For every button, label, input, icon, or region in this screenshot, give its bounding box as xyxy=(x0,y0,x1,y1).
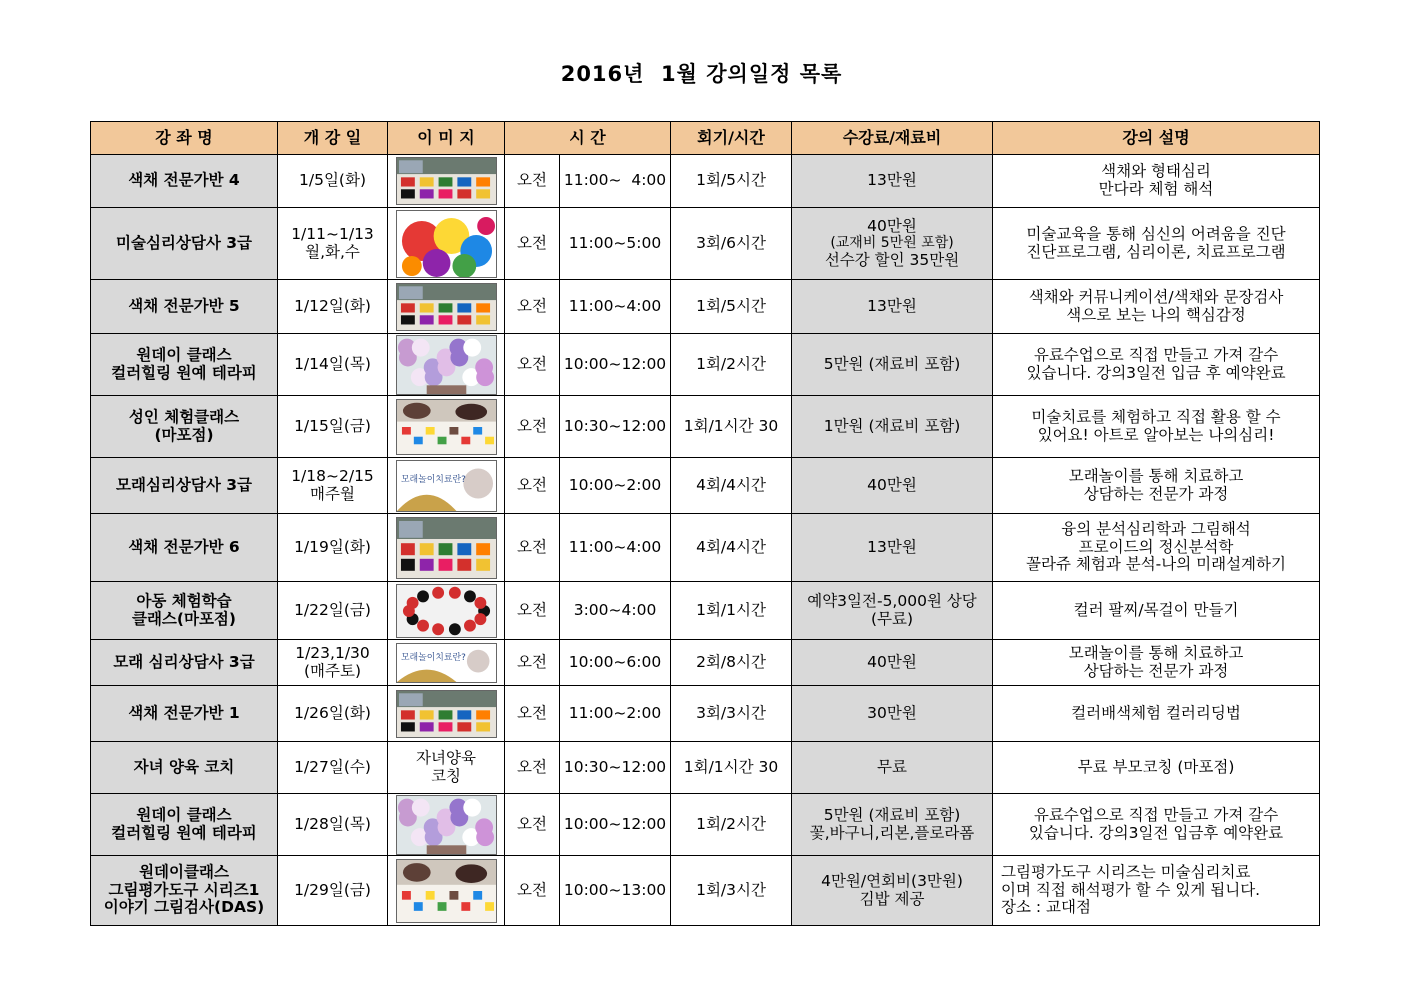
course-name-line: 컬러힐링 원예 테라피 xyxy=(111,823,257,842)
course-name-line: 색채 전문가반 1 xyxy=(128,703,240,722)
course-name-line: 자녀 양육 코치 xyxy=(133,757,235,776)
start-date-line: 1/19일(화) xyxy=(294,537,371,556)
session-cell: 1회/5시간 xyxy=(671,155,792,208)
course-name-cell xyxy=(91,280,278,334)
flowers-photo xyxy=(396,795,497,855)
lecture-schedule-table xyxy=(90,121,1320,926)
description-cell xyxy=(993,582,1320,640)
course-name-cell xyxy=(91,208,278,280)
start-date-cell xyxy=(278,856,388,926)
fee-cell xyxy=(792,280,993,334)
course-name-cell xyxy=(91,794,278,856)
session-cell: 1회/5시간 xyxy=(671,280,792,334)
time-cell: 11:00~4:00 xyxy=(560,514,671,582)
start-date-cell xyxy=(278,794,388,856)
fee-line: 40만원 xyxy=(867,652,917,671)
description-line: 무료 부모코칭 (마포점) xyxy=(1077,757,1235,776)
course-name-cell xyxy=(91,686,278,742)
course-name-line: 색채 전문가반 6 xyxy=(128,537,240,556)
description-line: 색채와 형태심리 xyxy=(1101,162,1211,181)
fee-cell xyxy=(792,458,993,514)
course-name-cell xyxy=(91,742,278,794)
session-cell: 4회/4시간 xyxy=(671,458,792,514)
color-test-photo xyxy=(396,690,497,738)
ampm-cell: 오전 xyxy=(505,396,560,458)
start-date-cell xyxy=(278,155,388,208)
page-title: 2016년 1월 강의일정 목록 xyxy=(560,62,843,86)
start-date-cell xyxy=(278,208,388,280)
course-name-cell xyxy=(91,514,278,582)
table-row xyxy=(91,280,1320,334)
image-cell xyxy=(388,856,505,926)
color-test-photo xyxy=(396,517,497,579)
start-date-line: 1/27일(수) xyxy=(294,757,371,776)
start-date-line: 1/12일(화) xyxy=(294,296,371,315)
description-line: 만다라 체험 해석 xyxy=(1098,180,1214,198)
description-line: 색으로 보는 나의 핵심감정 xyxy=(1066,305,1246,324)
table-row xyxy=(91,640,1320,686)
description-line: 진단프로그램, 심리이론, 치료프로그램 xyxy=(1026,242,1286,261)
ampm-cell: 오전 xyxy=(505,514,560,582)
course-name-cell xyxy=(91,856,278,926)
start-date-cell xyxy=(278,686,388,742)
fee-line: 13만원 xyxy=(867,537,917,556)
fee-cell xyxy=(792,155,993,208)
description-cell xyxy=(993,208,1320,280)
ampm-cell: 오전 xyxy=(505,686,560,742)
description-line: 유료수업으로 직접 만들고 가져 갈수 xyxy=(1033,345,1279,364)
fee-cell xyxy=(792,640,993,686)
fee-line: 4만원/연회비(3만원) xyxy=(821,871,963,890)
image-cell xyxy=(388,794,505,856)
table-row xyxy=(91,334,1320,396)
description-line: 컬러 팔찌/목걸이 만들기 xyxy=(1073,600,1239,619)
time-cell: 11:00~5:00 xyxy=(560,208,671,280)
course-name-cell xyxy=(91,155,278,208)
fee-cell xyxy=(792,686,993,742)
course-name-line: 색채 전문가반 5 xyxy=(128,296,240,315)
description-line: 프로이드의 정신분석학 xyxy=(1078,537,1234,556)
course-name-cell xyxy=(91,582,278,640)
start-date-cell xyxy=(278,640,388,686)
image-text-line: 코칭 xyxy=(431,766,461,785)
session-cell: 4회/4시간 xyxy=(671,514,792,582)
image-cell xyxy=(388,514,505,582)
session-cell: 3회/6시간 xyxy=(671,208,792,280)
mandala-photo xyxy=(396,210,497,278)
header-fee: 수강료/재료비 xyxy=(792,122,993,155)
start-date-line: 1/23,1/30 xyxy=(295,643,370,662)
time-cell: 10:00~2:00 xyxy=(560,458,671,514)
session-cell: 1회/1시간 30 xyxy=(671,396,792,458)
image-cell xyxy=(388,155,505,208)
time-cell: 3:00~4:00 xyxy=(560,582,671,640)
fee-line: 무료 xyxy=(877,757,907,776)
fee-cell xyxy=(792,794,993,856)
fee-cell xyxy=(792,582,993,640)
header-time: 시 간 xyxy=(505,122,671,155)
fee-line: (무료) xyxy=(870,609,914,628)
course-name-cell xyxy=(91,334,278,396)
fee-line: 1만원 (재료비 포함) xyxy=(823,416,961,435)
start-date-line: 1/29일(금) xyxy=(294,880,371,899)
start-date-line: 1/14일(목) xyxy=(294,354,371,373)
session-cell: 2회/8시간 xyxy=(671,640,792,686)
fee-cell xyxy=(792,334,993,396)
course-name-line: 클래스(마포점) xyxy=(131,609,236,628)
description-line: 유료수업으로 직접 만들고 가져 갈수 xyxy=(1033,805,1279,824)
time-cell: 10:00~12:00 xyxy=(560,334,671,396)
bracelet-photo xyxy=(396,584,497,638)
image-cell xyxy=(388,208,505,280)
description-line: 장소 : 교대점 xyxy=(1001,898,1091,917)
header-date: 개 강 일 xyxy=(278,122,388,155)
ampm-cell: 오전 xyxy=(505,856,560,926)
start-date-line: 매주월 xyxy=(310,484,355,503)
description-cell xyxy=(993,794,1320,856)
start-date-line: 1/11~1/13 xyxy=(291,224,374,243)
description-cell xyxy=(993,514,1320,582)
description-line: 미술치료를 체험하고 직접 활용 할 수 xyxy=(1031,407,1281,426)
time-cell: 10:00~6:00 xyxy=(560,640,671,686)
description-cell xyxy=(993,334,1320,396)
description-line: 상담하는 전문가 과정 xyxy=(1083,484,1229,503)
fee-line: 13만원 xyxy=(867,296,917,315)
course-name-line: (마포점) xyxy=(154,425,214,444)
table-row xyxy=(91,514,1320,582)
course-name-line: 모래심리상담사 3급 xyxy=(116,475,252,494)
start-date-cell xyxy=(278,458,388,514)
description-cell xyxy=(993,396,1320,458)
ampm-cell: 오전 xyxy=(505,742,560,794)
description-line: 컬러배색체험 컬러리딩법 xyxy=(1071,703,1241,722)
fee-line: 5만원 (재료비 포함) xyxy=(823,354,961,373)
description-line: 융의 분석심리학과 그림해석 xyxy=(1061,519,1251,538)
header-name: 강 좌 명 xyxy=(91,122,278,155)
course-name-line: 미술심리상담사 3급 xyxy=(116,233,252,252)
description-line: 색채와 커뮤니케이션/색채와 문장검사 xyxy=(1028,287,1284,306)
ampm-cell: 오전 xyxy=(505,582,560,640)
image-cell xyxy=(388,640,505,686)
table-body xyxy=(91,155,1320,926)
course-name-line: 컬러힐링 원예 테라피 xyxy=(111,363,257,382)
table-row xyxy=(91,794,1320,856)
session-cell: 1회/2시간 xyxy=(671,794,792,856)
flowers-photo xyxy=(396,335,497,395)
fee-line: 선수강 할인 35만원 xyxy=(824,250,960,269)
description-cell xyxy=(993,640,1320,686)
fee-line: 예약3일전-5,000원 상당 xyxy=(807,591,977,610)
course-name-line: 이야기 그림검사(DAS) xyxy=(103,898,265,917)
sand-photo xyxy=(396,643,497,683)
table-row xyxy=(91,856,1320,926)
ampm-cell: 오전 xyxy=(505,640,560,686)
start-date-cell xyxy=(278,334,388,396)
header-image: 이 미 지 xyxy=(388,122,505,155)
description-line: 모래놀이를 통해 치료하고 xyxy=(1068,466,1244,485)
description-line: 꼴라쥬 체험과 분석-나의 미래설계하기 xyxy=(1026,555,1286,574)
start-date-cell xyxy=(278,742,388,794)
description-line: 있어요! 아트로 알아보는 나의심리! xyxy=(1037,425,1275,444)
start-date-line: 1/28일(목) xyxy=(294,814,371,833)
description-line: 상담하는 전문가 과정 xyxy=(1083,661,1229,680)
ampm-cell: 오전 xyxy=(505,334,560,396)
image-text xyxy=(390,750,502,786)
ampm-cell: 오전 xyxy=(505,155,560,208)
image-cell xyxy=(388,582,505,640)
fee-line: 30만원 xyxy=(867,703,917,722)
time-cell: 10:30~12:00 xyxy=(560,742,671,794)
fee-line: 40만원 xyxy=(867,475,917,494)
table-row xyxy=(91,155,1320,208)
time-cell: 10:00~12:00 xyxy=(560,794,671,856)
course-name-line: 원데이 클래스 xyxy=(136,345,232,364)
fee-line: (교재비 5만원 포함) xyxy=(830,235,954,252)
table-row xyxy=(91,686,1320,742)
session-cell: 1회/1시간 xyxy=(671,582,792,640)
course-name-cell xyxy=(91,396,278,458)
fee-line: 13만원 xyxy=(867,171,917,190)
table-row xyxy=(91,208,1320,280)
description-cell xyxy=(993,280,1320,334)
image-cell xyxy=(388,458,505,514)
header-desc: 강의 설명 xyxy=(993,122,1320,155)
start-date-cell xyxy=(278,582,388,640)
start-date-line: 1/5일(화) xyxy=(299,171,366,190)
course-name-cell xyxy=(91,640,278,686)
fee-cell xyxy=(792,208,993,280)
image-cell xyxy=(388,742,505,794)
session-cell: 1회/2시간 xyxy=(671,334,792,396)
header-session: 회기/시간 xyxy=(671,122,792,155)
course-name-line: 아동 체험학습 xyxy=(136,591,232,610)
start-date-line: 1/22일(금) xyxy=(294,600,371,619)
start-date-cell xyxy=(278,280,388,334)
course-name-cell xyxy=(91,458,278,514)
image-cell xyxy=(388,686,505,742)
description-cell xyxy=(993,155,1320,208)
description-line: 모래놀이를 통해 치료하고 xyxy=(1068,643,1244,662)
session-cell: 1회/1시간 30 xyxy=(671,742,792,794)
time-cell: 11:00~2:00 xyxy=(560,686,671,742)
start-date-line: 1/15일(금) xyxy=(294,416,371,435)
course-name-line: 원데이클래스 xyxy=(139,862,229,881)
workshop-photo xyxy=(396,399,497,455)
start-date-line: 1/18~2/15 xyxy=(291,466,374,485)
description-line: 있습니다. 강의3일전 입금 후 예약완료 xyxy=(1026,363,1286,382)
fee-cell xyxy=(792,396,993,458)
ampm-cell: 오전 xyxy=(505,208,560,280)
session-cell: 3회/3시간 xyxy=(671,686,792,742)
fee-cell xyxy=(792,514,993,582)
time-cell: 11:00~4:00 xyxy=(560,280,671,334)
table-row xyxy=(91,742,1320,794)
course-name-line: 모래 심리상담사 3급 xyxy=(113,652,255,671)
color-test-photo xyxy=(396,157,497,205)
course-name-line: 성인 체험클래스 xyxy=(128,407,240,426)
time-cell: 11:00~ 4:00 xyxy=(560,155,671,208)
fee-cell xyxy=(792,742,993,794)
fee-line: 김밥 제공 xyxy=(859,889,925,908)
start-date-line: (매주토) xyxy=(303,661,361,680)
fee-line: 꽃,바구니,리본,플로라폼 xyxy=(809,823,975,842)
image-cell xyxy=(388,396,505,458)
description-line: 그림평가도구 시리즈는 미술심리치료 xyxy=(1001,862,1251,881)
ampm-cell: 오전 xyxy=(505,458,560,514)
fee-line: 5만원 (재료비 포함) xyxy=(823,805,961,824)
description-cell xyxy=(993,856,1320,926)
description-cell xyxy=(993,458,1320,514)
start-date-cell xyxy=(278,396,388,458)
fee-cell xyxy=(792,856,993,926)
sand-photo-caption: 모래놀이치료란? xyxy=(400,652,466,663)
start-date-line: 월,화,수 xyxy=(305,242,360,261)
image-text-line: 자녀양육 xyxy=(416,748,476,767)
course-name-line: 색채 전문가반 4 xyxy=(128,171,240,190)
description-line: 있습니다. 강의3일전 입금후 예약완료 xyxy=(1028,823,1284,842)
start-date-line: 1/26일(화) xyxy=(294,703,371,722)
table-row xyxy=(91,396,1320,458)
time-cell: 10:30~12:00 xyxy=(560,396,671,458)
description-line: 이며 직접 해석평가 할 수 있게 됩니다. xyxy=(1001,880,1261,899)
description-cell xyxy=(993,742,1320,794)
ampm-cell: 오전 xyxy=(505,794,560,856)
table-header-row xyxy=(91,122,1320,155)
ampm-cell: 오전 xyxy=(505,280,560,334)
color-test-photo xyxy=(396,283,497,331)
start-date-cell xyxy=(278,514,388,582)
course-name-line: 원데이 클래스 xyxy=(136,805,232,824)
workshop-photo xyxy=(396,859,497,923)
sand-photo xyxy=(396,460,497,512)
description-cell xyxy=(993,686,1320,742)
table-row xyxy=(91,458,1320,514)
image-cell xyxy=(388,334,505,396)
fee-line: 40만원 xyxy=(867,216,917,235)
course-name-line: 그림평가도구 시리즈1 xyxy=(108,880,260,899)
session-cell: 1회/3시간 xyxy=(671,856,792,926)
sand-photo-caption: 모래놀이치료란? xyxy=(400,474,466,485)
table-row xyxy=(91,582,1320,640)
image-cell xyxy=(388,280,505,334)
time-cell: 10:00~13:00 xyxy=(560,856,671,926)
description-line: 미술교육을 통해 심신의 어려움을 진단 xyxy=(1026,224,1286,243)
